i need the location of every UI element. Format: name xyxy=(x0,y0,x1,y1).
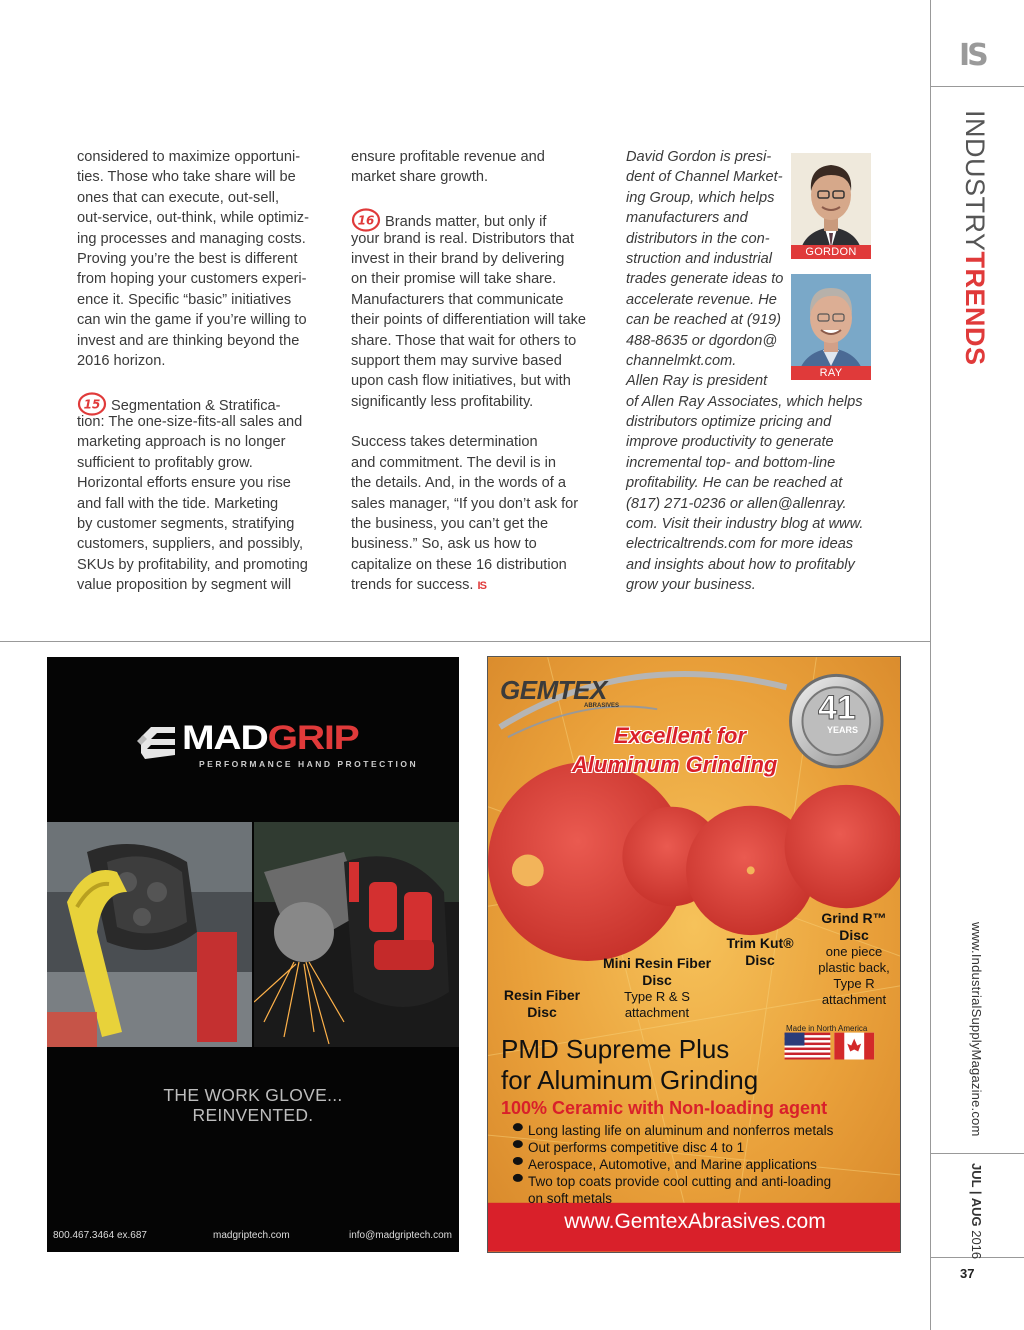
section-title xyxy=(959,110,990,366)
text-line: value proposition by segment will xyxy=(77,577,292,594)
product-resin-fiber-disc xyxy=(498,987,586,1021)
text-line: electricaltrends.com for more ideas xyxy=(626,536,854,553)
paragraph xyxy=(351,229,596,413)
gemtex-title-1: PMD Supreme Plus xyxy=(501,1034,730,1064)
text-line: their points of differentiation will take xyxy=(351,312,586,329)
text-line: and commitment. The devil is in xyxy=(351,454,556,471)
paragraph xyxy=(77,412,322,596)
madgrip-headline xyxy=(47,1085,459,1125)
text-line: struction and industrial xyxy=(626,250,773,267)
text-line: incremental top- and bottom-line xyxy=(626,454,836,471)
madgrip-advertisement[interactable] xyxy=(47,657,459,1252)
text-line: considered to maximize opportuni- xyxy=(77,149,301,165)
badge-number: 41 xyxy=(818,689,856,727)
text-line: your brand is real. Distributors that xyxy=(351,230,575,247)
number-16-label: 16 xyxy=(357,213,375,228)
text-line: Allen Ray is president xyxy=(626,373,768,390)
glove-grinder-photo xyxy=(254,822,459,1047)
text-line: channelmkt.com. xyxy=(626,352,737,369)
section-title-part1: INDUSTRY xyxy=(960,110,990,252)
product-desc: plastic back, xyxy=(818,960,890,975)
gemtex-subtitle: 100% Ceramic with Non-loading agent xyxy=(501,1098,828,1118)
closing-line xyxy=(351,575,596,595)
text-line: com. Visit their industry blog at www. xyxy=(626,516,864,533)
article-column-2 xyxy=(351,147,596,596)
gemtex-advertisement[interactable] xyxy=(487,656,901,1253)
text-line: Manufacturers that communicate xyxy=(351,291,564,308)
text-line: can win the game if you’re willing to xyxy=(77,312,307,329)
product-name: Disc xyxy=(642,972,672,988)
product-trim-kut-disc xyxy=(720,935,800,969)
product-name: Grind R™ xyxy=(821,910,887,926)
glove-logo-icon xyxy=(137,723,179,763)
text-line: accelerate revenue. He xyxy=(626,291,777,308)
list-item-heading xyxy=(351,208,596,231)
text-line: ones that can execute, out-sell, xyxy=(77,189,280,206)
text-line: tion: The one-size-fits-all sales and xyxy=(77,414,303,431)
headshot-gordon xyxy=(791,153,871,259)
paragraph xyxy=(351,147,596,188)
text-line: significantly less profitability. xyxy=(351,393,534,410)
product-grind-r-disc xyxy=(808,910,900,1008)
madgrip-subtitle: PERFORMANCE HAND PROTECTION xyxy=(199,759,419,769)
text-line: Proving you’re the best is different xyxy=(77,250,298,267)
issue-year: 2016 xyxy=(969,1230,984,1260)
bullet-item: Aerospace, Automotive, and Marine applications xyxy=(528,1157,817,1172)
gemtex-title-2: for Aluminum Grinding xyxy=(501,1065,759,1095)
sidebar-divider xyxy=(931,86,1024,87)
product-desc: Type R xyxy=(833,976,875,991)
text-line: distributors optimize pricing and xyxy=(626,414,832,431)
is-logo: IS xyxy=(959,38,986,73)
brand-part2: GRIP xyxy=(267,719,359,757)
text-line: the details. And, in the words of a xyxy=(351,475,566,492)
issue-date xyxy=(969,1163,984,1259)
madgrip-wordmark xyxy=(182,719,359,758)
text-line: distributors in the con- xyxy=(626,230,770,247)
product-desc: attachment xyxy=(821,992,887,1007)
text-line: customers, suppliers, and possibly, xyxy=(77,536,304,553)
product-name: Mini Resin Fiber xyxy=(602,955,712,971)
gemtex-headline-1: Excellent for xyxy=(614,723,747,748)
headline-line1: THE WORK GLOVE... xyxy=(163,1085,343,1105)
product-name: Disc xyxy=(839,927,869,943)
text-line: and insights about how to profitably xyxy=(626,556,855,573)
text-line: by customer segments, stratifying xyxy=(77,516,295,533)
gemtex-logo-sub: ABRASIVES xyxy=(584,703,620,709)
bullet-item-cont: on soft metals xyxy=(528,1191,613,1206)
text-line: 2016 horizon. xyxy=(77,352,166,369)
text-line: of Allen Ray Associates, which helps xyxy=(626,393,863,410)
text-line: 488-8635 or dgordon@ xyxy=(626,332,778,349)
text-line: invest in their brand by delivering xyxy=(351,250,565,267)
number-15-label: 15 xyxy=(83,397,101,412)
text-line: manufacturers and xyxy=(626,210,748,227)
text-line: profitability. He can be reached at xyxy=(626,475,843,492)
text-line: from hoping your customers experi- xyxy=(77,271,307,288)
bullet-item: Long lasting life on aluminum and nonferros metals xyxy=(528,1123,834,1138)
article-column-1 xyxy=(77,147,322,596)
gemtex-logo: GEMTEX xyxy=(500,675,607,705)
madgrip-website[interactable]: madgriptech.com xyxy=(213,1230,290,1241)
text-line: out-service, out-think, while optimiz- xyxy=(77,210,309,227)
photo-caption: RAY xyxy=(791,366,871,380)
text-line: market share growth. xyxy=(351,169,489,186)
text-line: ing Group, which helps xyxy=(626,189,775,206)
text-line: SKUs by profitability, and promoting xyxy=(77,556,308,573)
bullet-item: Two top coats provide cool cutting and anti-loading xyxy=(528,1174,832,1189)
glove-hammer-photo xyxy=(47,822,252,1047)
text-line: ties. Those who take share will be xyxy=(77,169,296,186)
made-in-label: Made in North America xyxy=(786,1024,868,1033)
bullet-item: Out performs competitive disc 4 to 1 xyxy=(528,1140,745,1155)
paragraph xyxy=(351,432,596,575)
portrait-ray-image xyxy=(791,274,871,380)
text-line: business.” So, ask us how to xyxy=(351,536,537,553)
product-desc: one piece xyxy=(825,944,883,959)
text-line: ensure profitable revenue and xyxy=(351,149,545,165)
sidebar-divider xyxy=(931,1153,1024,1154)
section-title-part2: TRENDS xyxy=(960,251,990,366)
gemtex-website[interactable]: www.GemtexAbrasives.com xyxy=(564,1210,826,1233)
madgrip-email[interactable]: info@madgriptech.com xyxy=(349,1230,452,1241)
text-line: support them may survive based xyxy=(351,352,562,369)
madgrip-logo xyxy=(137,719,419,769)
text-line: ing processes and managing costs. xyxy=(77,230,306,247)
headshot-ray xyxy=(791,274,871,380)
text-line: Horizontal efforts ensure you rise xyxy=(77,475,291,492)
text-line: and fall with the tide. Marketing xyxy=(77,495,279,512)
photo-caption: GORDON xyxy=(791,245,871,259)
text-line: Success takes determination xyxy=(351,434,538,451)
text-line: capitalize on these 16 distribution xyxy=(351,556,567,573)
text-line: invest and are thinking beyond the xyxy=(77,332,300,349)
product-name: Trim Kut® xyxy=(726,935,794,951)
text-line: can be reached at (919) xyxy=(626,312,781,329)
text-line: marketing approach is no longer xyxy=(77,434,286,451)
magazine-url[interactable]: www.IndustrialSupplyMagazine.com xyxy=(969,922,984,1137)
product-name: Disc xyxy=(527,1004,557,1020)
gemtex-bullet-list xyxy=(528,1122,833,1207)
closing-text: trends for success. xyxy=(351,577,474,594)
text-line: grow your business. xyxy=(626,577,756,594)
text-line: trades generate ideas to xyxy=(626,271,784,288)
text-line: on their promise will take share. xyxy=(351,271,557,288)
badge-label: YEARS xyxy=(827,725,859,735)
paragraph xyxy=(77,147,322,371)
product-mini-resin-fiber-disc xyxy=(592,955,722,1021)
product-name: Resin Fiber xyxy=(503,987,581,1003)
product-name: Disc xyxy=(745,952,775,968)
page-number: 37 xyxy=(960,1266,975,1281)
text-line: the business, you can’t get the xyxy=(351,516,549,533)
headline-line2: REINVENTED. xyxy=(192,1105,314,1125)
item-heading-text: Brands matter, but only if xyxy=(385,214,547,231)
text-line: upon cash flow initiatives, but with xyxy=(351,373,571,390)
issue-months: JUL | AUG xyxy=(969,1163,984,1227)
madgrip-phone[interactable]: 800.467.3464 ex.687 xyxy=(53,1230,147,1241)
text-line: sufficient to profitably grow. xyxy=(77,454,253,471)
end-mark-logo: IS xyxy=(477,580,486,593)
portrait-gordon-image xyxy=(791,153,871,259)
text-line: ence it. Specific “basic” initiatives xyxy=(77,291,292,308)
text-line: (817) 271-0236 or allen@allenray. xyxy=(626,495,847,512)
text-line: share. Those that wait for others to xyxy=(351,332,577,349)
brand-part1: MAD xyxy=(182,719,268,757)
text-line: sales manager, “If you don’t ask for xyxy=(351,495,579,512)
text-line: David Gordon is presi- xyxy=(626,149,772,165)
item-heading-text: Segmentation & Stratifica- xyxy=(111,397,281,414)
gemtex-headline-2: Aluminum Grinding xyxy=(572,752,778,777)
section-divider xyxy=(0,641,930,642)
list-item-heading xyxy=(77,392,322,412)
text-line: dent of Channel Market- xyxy=(626,169,783,186)
product-desc: Type R & S xyxy=(624,989,690,1004)
text-line: improve productivity to generate xyxy=(626,434,834,451)
product-desc: attachment xyxy=(624,1005,690,1020)
